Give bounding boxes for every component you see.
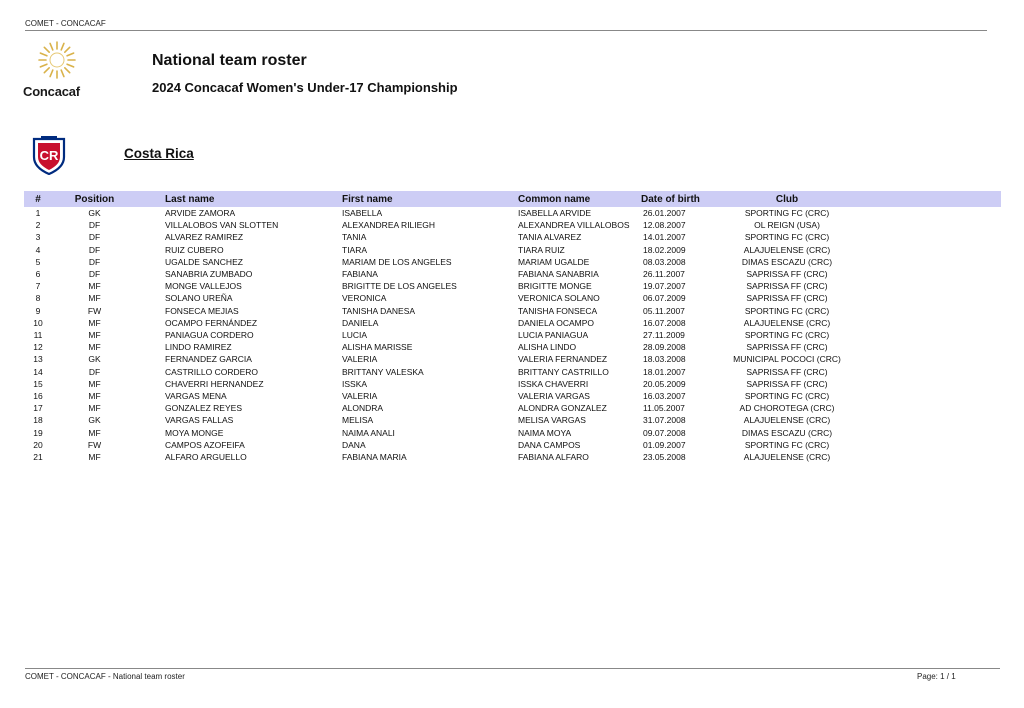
player-common-name: FABIANA SANABRIA	[518, 269, 599, 280]
player-number: 20	[33, 439, 43, 450]
player-last-name: VARGAS FALLAS	[165, 415, 234, 426]
player-club: SPORTING FC (CRC)	[744, 305, 830, 316]
player-number: 15	[33, 378, 43, 389]
player-club: MUNICIPAL POCOCI (CRC)	[733, 354, 841, 365]
logo-text: Concacaf	[23, 84, 80, 99]
table-row	[24, 378, 1001, 390]
player-last-name: SANABRIA ZUMBADO	[165, 269, 253, 280]
player-first-name: ISSKA	[342, 378, 368, 389]
player-number: 1	[35, 208, 41, 218]
player-position: MF	[88, 391, 101, 402]
player-last-name: LINDO RAMIREZ	[165, 342, 232, 353]
player-number: 5	[35, 256, 41, 267]
player-number: 2	[35, 220, 41, 231]
player-last-name: UGALDE SANCHEZ	[165, 256, 243, 267]
player-club: DIMAS ESCAZU (CRC)	[741, 256, 833, 267]
player-position: DF	[88, 232, 101, 243]
player-last-name: CAMPOS AZOFEIFA	[165, 439, 245, 450]
player-number: 18	[33, 415, 43, 426]
roster-table	[24, 191, 1001, 463]
player-club: AD CHOROTEGA (CRC)	[739, 403, 835, 414]
player-date-of-birth: 05.11.2007	[643, 305, 685, 316]
player-date-of-birth: 18.02.2009	[643, 244, 686, 255]
row-spacer	[863, 427, 1001, 439]
player-position: MF	[88, 452, 101, 463]
row-spacer	[863, 366, 1001, 378]
player-common-name: MELISA VARGAS	[518, 415, 586, 426]
player-position: MF	[88, 281, 101, 292]
player-date-of-birth: 12.08.2007	[643, 220, 686, 231]
player-position: MF	[88, 427, 101, 438]
player-club: OL REIGN (USA)	[754, 220, 820, 231]
player-last-name: FONSECA MEJIAS	[165, 305, 239, 316]
player-number: 19	[33, 427, 43, 438]
player-position: DF	[88, 269, 101, 280]
player-position: MF	[88, 342, 101, 353]
player-common-name: DANA CAMPOS	[518, 439, 581, 450]
player-last-name: SOLANO UREÑA	[165, 293, 233, 304]
table-row	[24, 390, 1001, 402]
player-common-name: LUCIA PANIAGUA	[518, 330, 589, 341]
player-club: ALAJUELENSE (CRC)	[743, 415, 831, 426]
col-header-first-name: First name	[313, 191, 489, 207]
costa-rica-crest-icon	[31, 135, 67, 175]
row-spacer	[863, 390, 1001, 402]
table-row	[24, 317, 1001, 329]
row-spacer	[863, 268, 1001, 280]
player-common-name: ALEXANDREA VILLALOBOS	[518, 220, 630, 231]
player-first-name: TANISHA DANESA	[342, 305, 416, 316]
player-position: GK	[88, 208, 101, 218]
player-first-name: DANA	[342, 439, 366, 450]
player-date-of-birth: 16.03.2007	[643, 391, 686, 402]
table-row	[24, 427, 1001, 439]
player-club: ALAJUELENSE (CRC)	[743, 452, 831, 463]
table-row	[24, 292, 1001, 304]
player-date-of-birth: 28.09.2008	[643, 342, 686, 353]
player-club: SPORTING FC (CRC)	[744, 439, 830, 450]
player-date-of-birth: 27.11.2009	[643, 330, 685, 341]
player-common-name: TIARA RUIZ	[518, 244, 565, 255]
player-last-name: VARGAS MENA	[165, 391, 227, 402]
player-date-of-birth: 20.05.2009	[643, 378, 686, 389]
player-date-of-birth: 26.01.2007	[643, 208, 686, 218]
col-header-spacer	[863, 191, 1001, 207]
player-number: 4	[35, 244, 41, 255]
table-row	[24, 256, 1001, 268]
player-position: DF	[88, 244, 101, 255]
table-row	[24, 305, 1001, 317]
player-position: DF	[88, 366, 101, 377]
player-last-name: CHAVERRI HERNANDEZ	[165, 378, 264, 389]
player-club: ALAJUELENSE (CRC)	[743, 317, 831, 328]
player-number: 8	[35, 293, 41, 304]
page-footer-text: COMET - CONCACAF - National team roster	[25, 672, 185, 681]
document-title: National team roster	[152, 52, 307, 69]
player-club: SAPRISSA FF (CRC)	[746, 342, 828, 353]
player-number: 14	[33, 366, 43, 377]
table-row	[24, 219, 1001, 231]
table-row	[24, 366, 1001, 378]
row-spacer	[863, 317, 1001, 329]
player-common-name: BRIGITTE MONGE	[518, 281, 592, 292]
row-spacer	[863, 378, 1001, 390]
col-header-position: Position	[52, 191, 137, 207]
row-spacer	[863, 305, 1001, 317]
table-row	[24, 280, 1001, 292]
player-first-name: BRIGITTE DE LOS ANGELES	[342, 281, 457, 292]
player-first-name: FABIANA MARIA	[342, 452, 407, 463]
player-first-name: VALERIA	[342, 391, 378, 402]
player-date-of-birth: 14.01.2007	[643, 232, 686, 243]
table-row	[24, 207, 1001, 219]
concacaf-logo	[22, 40, 94, 102]
player-common-name: DANIELA OCAMPO	[518, 317, 595, 328]
player-position: MF	[88, 293, 101, 304]
player-last-name: CASTRILLO CORDERO	[165, 366, 259, 377]
player-first-name: ALISHA MARISSE	[342, 342, 413, 353]
row-spacer	[863, 207, 1001, 219]
team-name: Costa Rica	[124, 146, 194, 161]
player-date-of-birth: 09.07.2008	[643, 427, 686, 438]
table-row	[24, 439, 1001, 451]
player-last-name: RUIZ CUBERO	[165, 244, 224, 255]
player-number: 16	[33, 391, 43, 402]
player-club: SPORTING FC (CRC)	[744, 391, 830, 402]
player-number: 21	[33, 452, 43, 463]
player-club: SPORTING FC (CRC)	[744, 232, 830, 243]
table-row	[24, 451, 1001, 463]
player-club: SAPRISSA FF (CRC)	[746, 378, 828, 389]
player-date-of-birth: 23.05.2008	[643, 452, 686, 463]
col-header-number: #	[24, 191, 52, 207]
player-position: GK	[88, 354, 101, 365]
player-number: 17	[33, 403, 43, 414]
table-row	[24, 329, 1001, 341]
player-common-name: VERONICA SOLANO	[518, 293, 600, 304]
table-row	[24, 231, 1001, 243]
player-first-name: TANIA	[342, 232, 367, 243]
row-spacer	[863, 219, 1001, 231]
player-first-name: BRITTANY VALESKA	[342, 366, 424, 377]
player-common-name: VALERIA VARGAS	[518, 391, 590, 402]
player-number: 6	[35, 269, 41, 280]
col-header-last-name: Last name	[137, 191, 313, 207]
player-position: MF	[88, 378, 101, 389]
col-header-common-name: Common name	[489, 191, 635, 207]
col-header-date-of-birth: Date of birth	[635, 191, 711, 207]
player-position: MF	[88, 330, 101, 341]
player-club: SPORTING FC (CRC)	[744, 330, 830, 341]
player-common-name: NAIMA MOYA	[518, 427, 572, 438]
player-first-name: MELISA	[342, 415, 374, 426]
player-number: 9	[35, 305, 41, 316]
page-number: Page: 1 / 1	[917, 672, 956, 681]
player-club: SAPRISSA FF (CRC)	[746, 293, 828, 304]
player-number: 11	[33, 330, 43, 341]
table-row	[24, 353, 1001, 365]
player-first-name: DANIELA	[342, 317, 379, 328]
player-date-of-birth: 31.07.2008	[643, 415, 686, 426]
player-common-name: TANIA ALVAREZ	[518, 232, 582, 243]
document-subtitle: 2024 Concacaf Women's Under-17 Championship	[152, 80, 458, 95]
page-header-text: COMET - CONCACAF	[25, 19, 106, 28]
player-common-name: MARIAM UGALDE	[518, 256, 590, 267]
table-row	[24, 402, 1001, 414]
row-spacer	[863, 292, 1001, 304]
row-spacer	[863, 414, 1001, 426]
player-first-name: VERONICA	[342, 293, 387, 304]
player-club: ALAJUELENSE (CRC)	[743, 244, 831, 255]
table-row	[24, 268, 1001, 280]
row-spacer	[863, 341, 1001, 353]
row-spacer	[863, 353, 1001, 365]
player-club: SAPRISSA FF (CRC)	[746, 366, 828, 377]
player-last-name: GONZALEZ REYES	[165, 403, 242, 414]
player-common-name: TANISHA FONSECA	[518, 305, 598, 316]
player-last-name: OCAMPO FERNÁNDEZ	[165, 317, 258, 328]
player-date-of-birth: 26.11.2007	[643, 269, 685, 280]
player-position: MF	[88, 403, 101, 414]
player-first-name: ISABELLA	[342, 208, 383, 218]
footer-divider	[25, 668, 1000, 669]
player-common-name: VALERIA FERNANDEZ	[518, 354, 608, 365]
player-position: GK	[88, 415, 101, 426]
player-number: 7	[35, 281, 41, 292]
row-spacer	[863, 231, 1001, 243]
player-date-of-birth: 11.05.2007	[643, 403, 685, 414]
player-number: 12	[33, 342, 43, 353]
player-first-name: NAIMA ANALI	[342, 427, 395, 438]
player-date-of-birth: 18.03.2008	[643, 354, 686, 365]
header-divider	[25, 30, 987, 31]
player-date-of-birth: 08.03.2008	[643, 256, 686, 267]
player-position: FW	[87, 439, 102, 450]
player-position: FW	[87, 305, 102, 316]
crest-text: CR	[39, 148, 59, 163]
player-club: SAPRISSA FF (CRC)	[746, 281, 828, 292]
player-position: DF	[88, 220, 101, 231]
player-last-name: MONGE VALLEJOS	[165, 281, 242, 292]
player-date-of-birth: 18.01.2007	[643, 366, 686, 377]
player-position: DF	[88, 256, 101, 267]
roster-body	[24, 207, 1001, 463]
player-first-name: TIARA	[342, 244, 368, 255]
player-date-of-birth: 16.07.2008	[643, 317, 686, 328]
player-common-name: ISABELLA ARVIDE	[518, 208, 592, 218]
player-common-name: BRITTANY CASTRILLO	[518, 366, 609, 377]
player-club: DIMAS ESCAZU (CRC)	[741, 427, 833, 438]
player-club: SAPRISSA FF (CRC)	[746, 269, 828, 280]
player-club: SPORTING FC (CRC)	[744, 208, 830, 218]
player-number: 10	[33, 317, 43, 328]
table-header-row	[24, 191, 1001, 207]
player-common-name: ISSKA CHAVERRI	[518, 378, 589, 389]
player-position: MF	[88, 317, 101, 328]
player-common-name: FABIANA ALFARO	[518, 452, 589, 463]
player-date-of-birth: 01.09.2007	[643, 439, 686, 450]
player-date-of-birth: 19.07.2007	[643, 281, 686, 292]
player-last-name: FERNANDEZ GARCIA	[165, 354, 252, 365]
concacaf-sun-icon	[37, 40, 77, 80]
player-last-name: MOYA MONGE	[165, 427, 224, 438]
row-spacer	[863, 402, 1001, 414]
player-first-name: ALONDRA	[342, 403, 384, 414]
row-spacer	[863, 329, 1001, 341]
table-row	[24, 341, 1001, 353]
player-last-name: PANIAGUA CORDERO	[165, 330, 254, 341]
player-last-name: VILLALOBOS VAN SLOTTEN	[165, 220, 279, 231]
player-first-name: MARIAM DE LOS ANGELES	[342, 256, 452, 267]
row-spacer	[863, 244, 1001, 256]
player-common-name: ALISHA LINDO	[518, 342, 577, 353]
player-last-name: ALVAREZ RAMIREZ	[165, 232, 244, 243]
row-spacer	[863, 451, 1001, 463]
player-last-name: ALFARO ARGUELLO	[165, 452, 247, 463]
player-first-name: VALERIA	[342, 354, 378, 365]
row-spacer	[863, 439, 1001, 451]
player-number: 13	[33, 354, 43, 365]
row-spacer	[863, 256, 1001, 268]
player-date-of-birth: 06.07.2009	[643, 293, 686, 304]
player-number: 3	[35, 232, 41, 243]
table-row	[24, 414, 1001, 426]
player-last-name: ARVIDE ZAMORA	[165, 208, 236, 218]
player-first-name: ALEXANDREA RILIEGH	[342, 220, 436, 231]
player-first-name: LUCIA	[342, 330, 368, 341]
row-spacer	[863, 280, 1001, 292]
table-row	[24, 244, 1001, 256]
col-header-club: Club	[711, 191, 863, 207]
player-common-name: ALONDRA GONZALEZ	[518, 403, 607, 414]
player-first-name: FABIANA	[342, 269, 378, 280]
